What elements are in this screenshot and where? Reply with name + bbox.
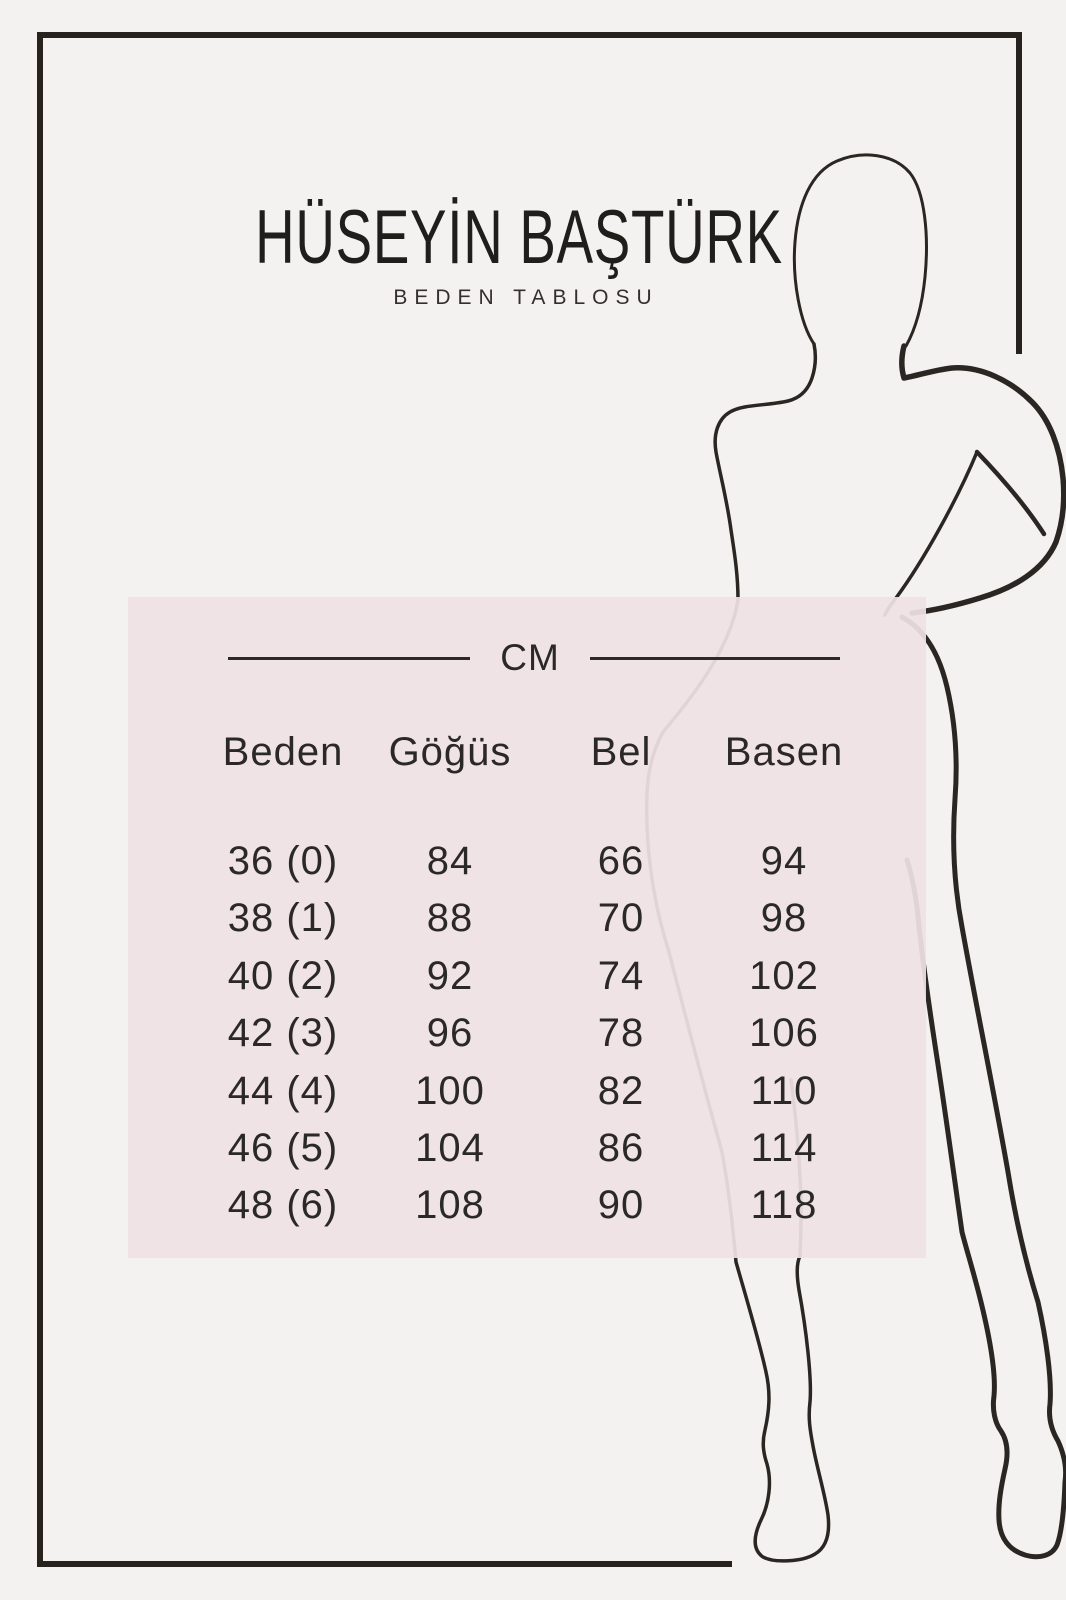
- table-cell: 88: [426, 896, 474, 941]
- column-header-bel: Bel: [590, 730, 652, 774]
- table-cell: 100: [415, 1068, 485, 1113]
- croquis-torso-right: [885, 452, 977, 615]
- table-cell: 36 (0): [227, 839, 339, 883]
- table-cell: 108: [415, 1183, 485, 1228]
- table-cell: 46 (5): [227, 1126, 339, 1170]
- table-row: [128, 948, 926, 1005]
- croquis-right-shoulder-arm: [902, 346, 1064, 613]
- table-cell: 106: [749, 1011, 819, 1056]
- table-cell: 40 (2): [227, 953, 339, 998]
- column-header-gogus: Göğüs: [388, 730, 512, 774]
- table-cell: 38 (1): [227, 896, 339, 941]
- croquis-inner-arm: [977, 452, 1044, 534]
- table-cell: 48 (6): [227, 1183, 339, 1228]
- unit-label: CM: [500, 637, 560, 678]
- table-cell: 118: [750, 1183, 818, 1228]
- size-table-panel: [128, 597, 926, 1258]
- table-cell: 110: [750, 1068, 818, 1113]
- rule-line-left: [228, 657, 470, 660]
- table-cell: 98: [760, 896, 808, 941]
- table-cell: 74: [597, 953, 645, 998]
- table-cell: 104: [415, 1126, 485, 1170]
- table-cell: 82: [597, 1068, 645, 1113]
- table-cell: 86: [597, 1126, 645, 1170]
- table-cell: 90: [597, 1183, 645, 1228]
- table-cell: 114: [750, 1126, 818, 1170]
- table-cell: 44 (4): [227, 1068, 339, 1113]
- table-cell: 66: [597, 839, 645, 883]
- brand-title: HÜSEYİN BAŞTÜRK: [255, 194, 783, 280]
- table-row: [128, 1177, 926, 1234]
- column-header-beden: Beden: [222, 730, 344, 774]
- page-subtitle: BEDEN TABLOSU: [393, 286, 659, 309]
- table-row: [128, 1120, 926, 1177]
- rule-line-right: [590, 657, 840, 660]
- table-cell: 102: [749, 953, 819, 998]
- table-row: [128, 1063, 926, 1120]
- table-row: [128, 833, 926, 890]
- table-cell: 42 (3): [227, 1011, 339, 1056]
- table-cell: 92: [426, 953, 474, 998]
- table-cell: 94: [760, 839, 808, 883]
- table-row: [128, 890, 926, 947]
- table-cell: 70: [597, 896, 645, 941]
- table-cell: 96: [426, 1011, 474, 1056]
- table-cell: 84: [426, 839, 474, 883]
- size-table-rows: [128, 833, 926, 1235]
- table-header-row: [128, 730, 926, 774]
- column-header-basen: Basen: [724, 730, 844, 774]
- unit-header: [128, 637, 926, 679]
- croquis-hip-and-right-leg: [902, 617, 1066, 1557]
- table-row: [128, 1005, 926, 1062]
- table-cell: 78: [597, 1011, 645, 1056]
